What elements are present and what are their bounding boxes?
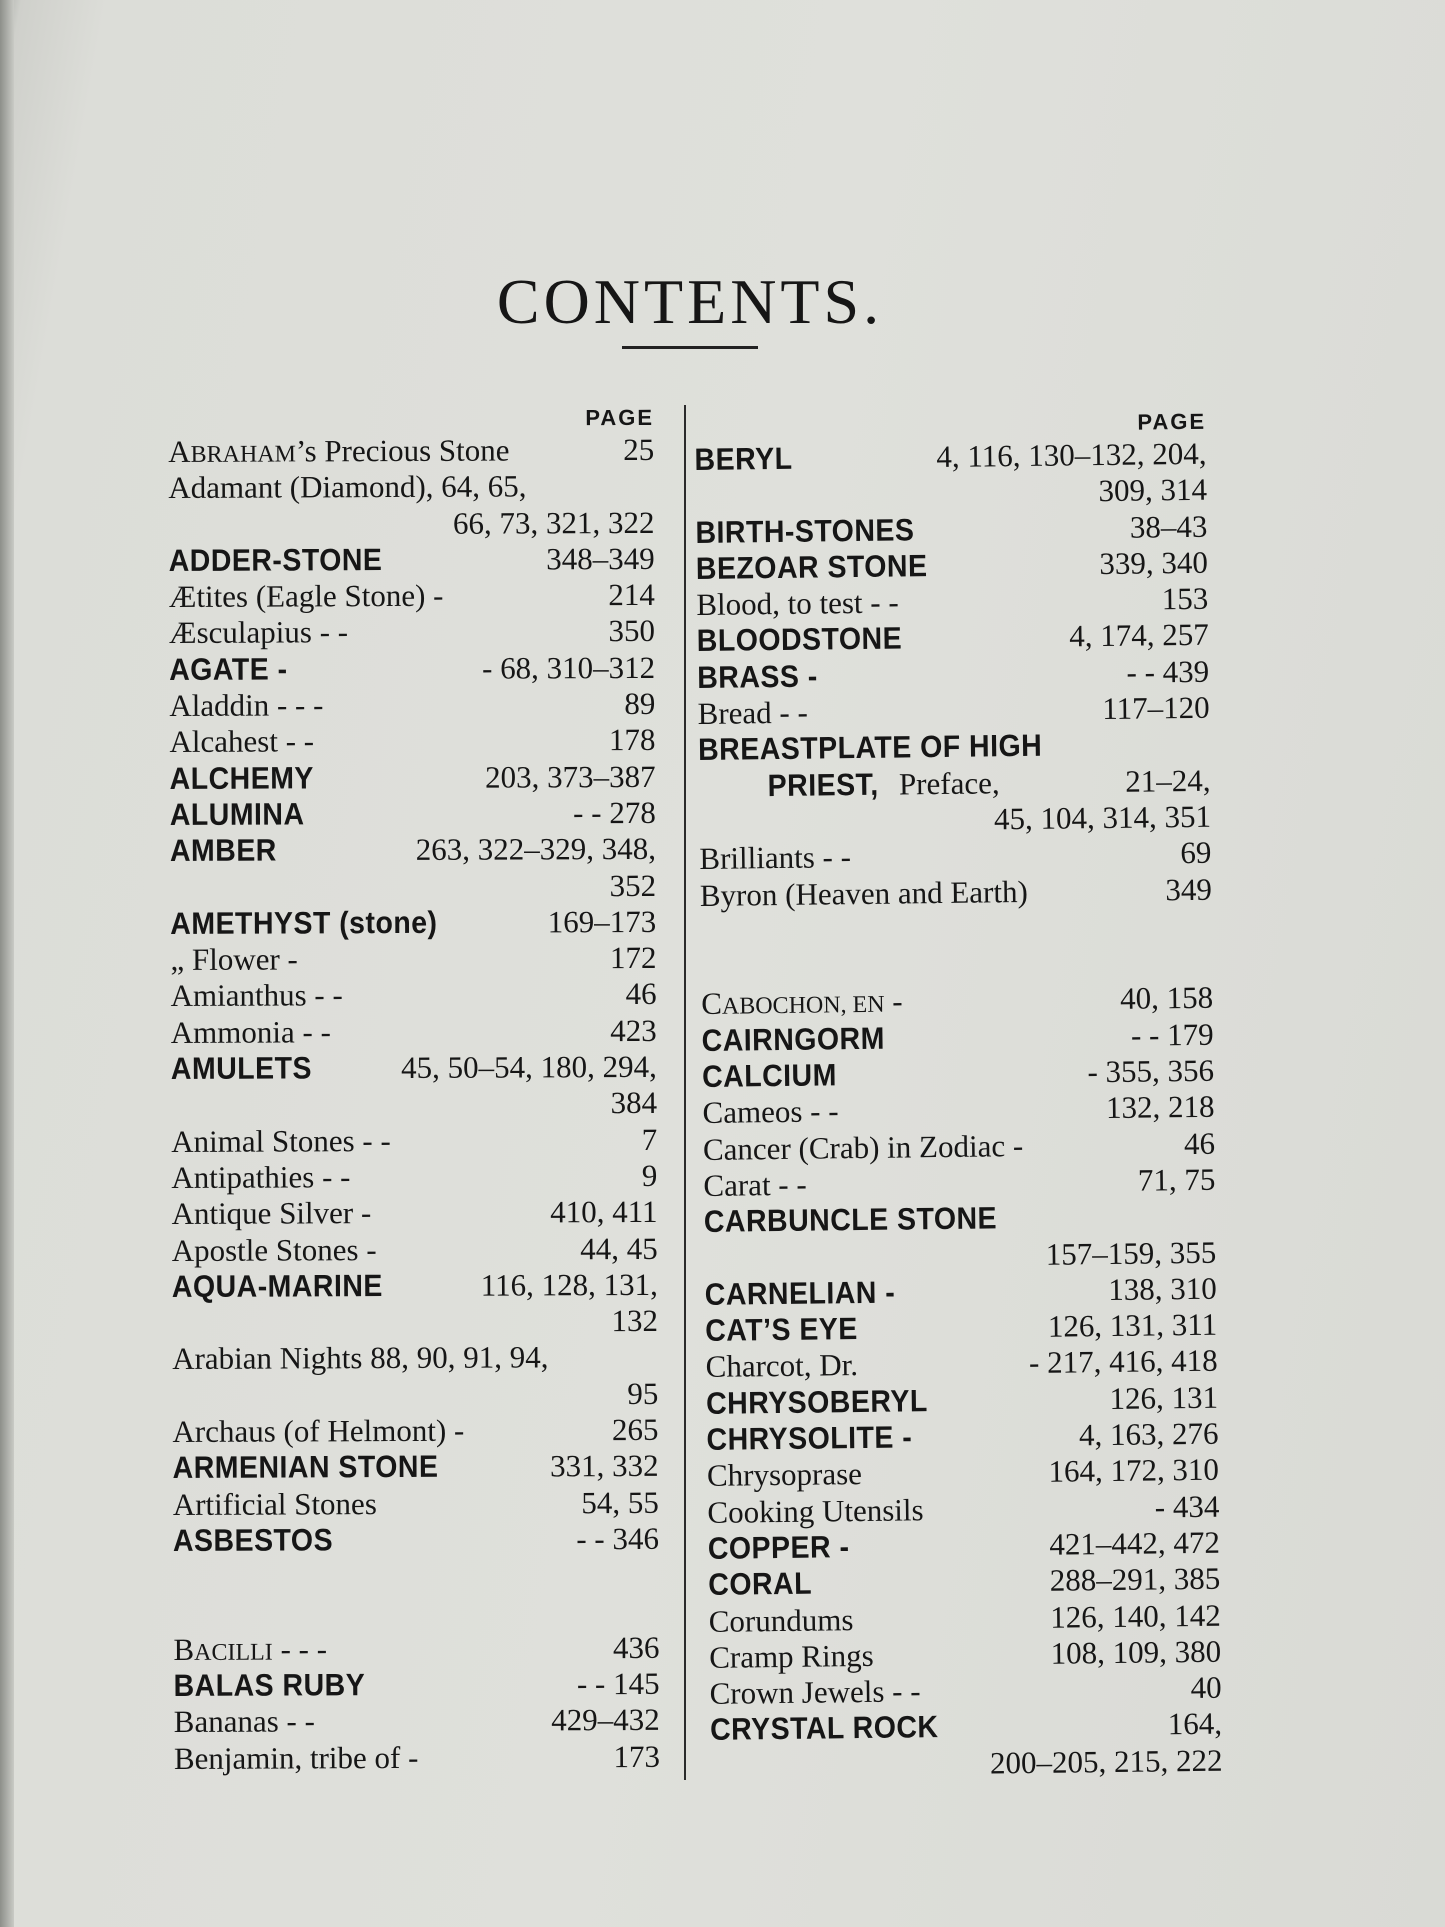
entry-pages: 46 bbox=[625, 976, 657, 1012]
entry-term bbox=[701, 984, 903, 1026]
entry-term bbox=[170, 833, 286, 870]
index-entry bbox=[169, 577, 655, 615]
index-entry bbox=[707, 1488, 1219, 1531]
entry-heading: BIRTH-STONES bbox=[695, 511, 915, 550]
entry-term bbox=[697, 621, 921, 660]
index-entry bbox=[705, 1307, 1217, 1350]
index-entry bbox=[172, 1412, 658, 1450]
entry-pages: 9 bbox=[641, 1157, 658, 1193]
index-entry bbox=[710, 1706, 1222, 1749]
entry-pages: - 217, 416, 418 bbox=[1028, 1343, 1218, 1381]
entry-pages: 309, 314 bbox=[1098, 472, 1208, 509]
entry-pages: 126, 131 bbox=[1109, 1379, 1219, 1416]
entry-term bbox=[703, 1167, 807, 1205]
index-entry bbox=[171, 1194, 657, 1232]
entry-term bbox=[172, 1340, 548, 1378]
right-column bbox=[694, 408, 1223, 1785]
entry-heading: „ Flower - bbox=[170, 941, 298, 978]
entry-pages: 46 bbox=[1183, 1125, 1216, 1161]
entry-pages: 45, 104, 314, 351 bbox=[993, 798, 1212, 837]
index-entry bbox=[698, 726, 1210, 769]
entry-term bbox=[170, 905, 461, 943]
entry-heading: Charcot, Dr. bbox=[705, 1347, 859, 1385]
index-entry bbox=[172, 1339, 658, 1377]
index-entry bbox=[173, 1448, 659, 1486]
entry-heading: Chrysoprase bbox=[706, 1456, 863, 1494]
entry-heading: CORAL bbox=[708, 1565, 813, 1603]
entry-term bbox=[171, 1050, 324, 1087]
entry-term bbox=[168, 469, 526, 507]
index-entry bbox=[695, 472, 1207, 515]
entry-pages: 164, 172, 310 bbox=[1048, 1451, 1220, 1490]
entry-term bbox=[170, 796, 317, 833]
entry-pages: 203, 373–387 bbox=[485, 758, 656, 795]
entry-pages: - - 145 bbox=[576, 1665, 660, 1702]
index-entry bbox=[709, 1670, 1221, 1713]
entry-heading: ADDER-STONE bbox=[168, 541, 383, 578]
entry-term bbox=[709, 1602, 854, 1640]
entry-term bbox=[173, 1486, 377, 1523]
entry-pages: 331, 332 bbox=[550, 1448, 659, 1484]
index-entry bbox=[709, 1633, 1221, 1676]
entry-pages: - - 179 bbox=[1130, 1016, 1214, 1053]
entry-pages: 138, 310 bbox=[1108, 1270, 1217, 1307]
entry-pages: 54, 55 bbox=[581, 1484, 659, 1520]
entry-pages: 66, 73, 321, 322 bbox=[452, 504, 655, 541]
entry-term bbox=[171, 1014, 331, 1051]
entry-heading: Bananas - - bbox=[173, 1703, 315, 1740]
index-entry bbox=[699, 835, 1211, 878]
entry-term bbox=[174, 1740, 419, 1777]
entry-term bbox=[169, 578, 444, 615]
entry-pages: 157–159, 355 bbox=[1045, 1234, 1217, 1272]
entry-term bbox=[708, 1566, 821, 1604]
entry-pages: 169–173 bbox=[547, 903, 657, 940]
index-entry bbox=[171, 1085, 657, 1123]
entry-pages: 71, 75 bbox=[1137, 1161, 1216, 1198]
entry-pages: 126, 140, 142 bbox=[1050, 1597, 1221, 1635]
entry-term bbox=[174, 1704, 315, 1741]
index-entry bbox=[172, 1376, 658, 1414]
index-entry bbox=[170, 795, 656, 833]
entry-term bbox=[707, 1492, 924, 1531]
entry-pages: 263, 322–329, 348, bbox=[415, 831, 657, 868]
index-entry bbox=[171, 1049, 657, 1087]
index-entry bbox=[170, 940, 656, 978]
index-entry bbox=[170, 976, 656, 1014]
entry-heading: AMBER bbox=[169, 832, 277, 869]
entry-term bbox=[169, 687, 323, 724]
entry-pages: 178 bbox=[608, 722, 656, 758]
index-entry bbox=[701, 1016, 1213, 1059]
entry-initial: C bbox=[700, 986, 723, 1022]
index-entry bbox=[168, 432, 654, 470]
entry-heading: Blood, to test - - bbox=[696, 584, 899, 623]
entry-heading: Apostle Stones - bbox=[171, 1231, 377, 1268]
entry-term bbox=[173, 1631, 327, 1671]
entry-heading: Antique Silver - bbox=[171, 1195, 372, 1232]
page-title: CONTENTS. bbox=[496, 265, 884, 337]
entry-pages: 421–442, 472 bbox=[1049, 1524, 1221, 1562]
entry-small-caps: ABOCHON, EN bbox=[721, 992, 885, 1021]
index-entry bbox=[174, 1666, 660, 1704]
entry-heading: BRASS - bbox=[697, 658, 818, 695]
entry-pages: 38–43 bbox=[1129, 508, 1208, 545]
entry-heading: Alcahest - - bbox=[169, 723, 315, 760]
entry-pages: 339, 340 bbox=[1099, 544, 1209, 581]
index-entry bbox=[704, 1198, 1216, 1241]
entry-heading: CRYSTAL ROCK bbox=[709, 1709, 939, 1748]
entry-heading: ARMENIAN STONE bbox=[172, 1449, 439, 1486]
index-entry bbox=[168, 468, 654, 506]
entry-pages: 25 bbox=[623, 431, 655, 468]
entry-pages: 95 bbox=[627, 1375, 659, 1411]
entry-term bbox=[700, 874, 1028, 914]
index-entry bbox=[174, 1702, 660, 1740]
index-entry bbox=[173, 1521, 659, 1559]
index-entry bbox=[707, 1452, 1219, 1495]
index-entry bbox=[169, 650, 655, 688]
entry-heading: BLOODSTONE bbox=[696, 620, 903, 659]
entry-pages: - 355, 356 bbox=[1087, 1052, 1215, 1090]
page-label: PAGE bbox=[1137, 408, 1207, 435]
entry-heading: CAT’S EYE bbox=[704, 1311, 858, 1349]
column-divider bbox=[684, 405, 686, 1780]
entry-heading: Adamant (Diamond), 64, 65, bbox=[168, 468, 527, 506]
section-gap bbox=[173, 1557, 659, 1632]
index-entry bbox=[697, 690, 1209, 733]
entry-heading: BERYL bbox=[694, 440, 793, 477]
entry-term bbox=[708, 1529, 862, 1567]
entry-tail: ’s Precious Stone bbox=[295, 432, 510, 469]
entry-term bbox=[709, 1673, 920, 1712]
entry-heading: Amianthus - - bbox=[170, 977, 343, 1014]
entry-pages: - 68, 310–312 bbox=[481, 649, 656, 686]
entry-pages: 349 bbox=[1165, 871, 1213, 907]
index-entry bbox=[695, 508, 1207, 551]
entry-term bbox=[171, 1159, 350, 1196]
index-entry bbox=[173, 1484, 659, 1522]
entry-term bbox=[703, 1128, 1024, 1168]
index-entry bbox=[697, 617, 1209, 660]
entry-term bbox=[702, 1094, 838, 1132]
entry-pages: 265 bbox=[611, 1411, 659, 1448]
index-entry bbox=[709, 1597, 1221, 1640]
entry-heading: Cramp Rings bbox=[708, 1637, 874, 1675]
entry-term bbox=[173, 1522, 347, 1559]
entry-pages: 288–291, 385 bbox=[1049, 1560, 1221, 1598]
entry-heading: Brilliants - - bbox=[699, 839, 852, 877]
entry-heading: AMULETS bbox=[170, 1050, 313, 1087]
entry-term bbox=[169, 615, 348, 652]
entry-heading: Byron (Heaven and Earth) bbox=[699, 873, 1029, 913]
entry-heading: Crown Jewels - - bbox=[709, 1673, 921, 1711]
index-entry bbox=[708, 1561, 1220, 1604]
entry-pages: 21–24, bbox=[1125, 762, 1211, 799]
entry-heading: CAIRNGORM bbox=[701, 1020, 886, 1058]
index-entry bbox=[170, 867, 656, 905]
entry-pages: 4, 116, 130–132, 204, bbox=[936, 435, 1207, 475]
entry-pages: 44, 45 bbox=[580, 1230, 658, 1266]
entry-heading: Aladdin - - - bbox=[169, 687, 324, 724]
entry-pages: 350 bbox=[608, 613, 656, 649]
index-entry bbox=[705, 1343, 1217, 1386]
entry-heading: PRIEST, bbox=[767, 766, 879, 803]
entry-heading: BEZOAR STONE bbox=[695, 548, 928, 586]
entry-term bbox=[707, 1456, 862, 1494]
index-entry bbox=[171, 1158, 657, 1196]
index-entry bbox=[698, 762, 1210, 805]
entry-pages: - - 278 bbox=[573, 794, 656, 831]
entry-term bbox=[706, 1419, 930, 1458]
entry-heading: Benjamin, tribe of - bbox=[173, 1739, 419, 1776]
page-label: PAGE bbox=[585, 404, 655, 431]
entry-pages: 45, 50–54, 180, 294, bbox=[401, 1048, 657, 1086]
entry-pages: 7 bbox=[641, 1121, 658, 1157]
entry-pages: - - 346 bbox=[576, 1520, 660, 1557]
entry-heading: AGATE - bbox=[169, 651, 288, 687]
entry-term bbox=[696, 548, 948, 587]
index-entry bbox=[697, 654, 1209, 697]
entry-term bbox=[695, 512, 933, 551]
entry-heading: Animal Stones - - bbox=[171, 1122, 391, 1159]
entry-pages: 4, 174, 257 bbox=[1069, 617, 1209, 654]
entry-term bbox=[705, 1347, 858, 1385]
index-entry bbox=[701, 980, 1213, 1023]
index-entry bbox=[706, 1416, 1218, 1459]
index-entry bbox=[703, 1125, 1215, 1168]
index-entry bbox=[169, 722, 655, 760]
index-entry bbox=[706, 1379, 1218, 1422]
entry-pages: 410, 411 bbox=[550, 1194, 658, 1230]
entry-heading: AMETHYST (stone) bbox=[170, 904, 438, 941]
entry-term bbox=[172, 1413, 464, 1451]
entry-heading: CALCIUM bbox=[701, 1057, 838, 1094]
entry-term bbox=[169, 724, 314, 761]
entry-pages: 214 bbox=[608, 577, 655, 613]
entry-pages: 108, 109, 380 bbox=[1050, 1633, 1222, 1671]
entry-heading: CARBUNCLE STONE bbox=[703, 1200, 998, 1240]
entry-pages: 384 bbox=[610, 1085, 658, 1121]
index-entry bbox=[170, 759, 656, 797]
entry-term bbox=[174, 1667, 382, 1704]
entry-pages: 69 bbox=[1180, 834, 1212, 871]
index-entry bbox=[172, 1230, 658, 1268]
entry-term bbox=[698, 765, 1000, 805]
entry-term bbox=[168, 433, 509, 474]
entry-heading: Cameos - - bbox=[702, 1093, 839, 1131]
entry-pages: 132 bbox=[611, 1302, 659, 1339]
entry-pages: 40, 158 bbox=[1119, 980, 1214, 1017]
entry-heading: CARNELIAN - bbox=[704, 1274, 896, 1312]
title-rule bbox=[622, 346, 758, 349]
entry-term bbox=[698, 728, 1072, 769]
entry-tail: - bbox=[884, 983, 903, 1020]
index-entry bbox=[169, 686, 655, 724]
entry-small-caps: BRAHAM bbox=[190, 441, 297, 468]
entry-pages: 116, 128, 131, bbox=[480, 1266, 658, 1303]
entry-term bbox=[171, 1195, 371, 1232]
index-entry bbox=[169, 541, 655, 579]
entry-term bbox=[170, 942, 298, 979]
entry-heading: Carat - - bbox=[703, 1166, 807, 1203]
entry-pages: 200–205, 215, 222 bbox=[989, 1742, 1223, 1781]
entry-heading: ALCHEMY bbox=[169, 760, 314, 796]
entry-term bbox=[170, 978, 342, 1015]
entry-initial: B bbox=[173, 1631, 195, 1667]
entry-term bbox=[704, 1200, 1023, 1240]
entry-term bbox=[705, 1274, 912, 1313]
entry-pages: 153 bbox=[1161, 580, 1209, 617]
index-entry bbox=[704, 1234, 1216, 1277]
entry-heading: CHRYSOLITE - bbox=[706, 1419, 913, 1457]
entry-term bbox=[706, 1383, 947, 1422]
index-entry bbox=[702, 1089, 1214, 1132]
entry-term bbox=[709, 1638, 874, 1676]
entry-term bbox=[169, 542, 401, 579]
index-entry bbox=[171, 1122, 657, 1160]
entry-pages: 40 bbox=[1190, 1669, 1222, 1706]
index-entry bbox=[172, 1267, 658, 1305]
index-entry bbox=[170, 904, 656, 942]
entry-heading: CHRYSOBERYL bbox=[705, 1382, 928, 1421]
entry-term bbox=[172, 1232, 377, 1269]
entry-pages: 423 bbox=[610, 1012, 657, 1048]
entry-heading: Cooking Utensils bbox=[707, 1491, 924, 1530]
entry-tail: Preface, bbox=[890, 764, 1000, 802]
entry-term bbox=[694, 441, 801, 479]
index-entry bbox=[702, 1053, 1214, 1096]
entry-pages: 436 bbox=[612, 1629, 660, 1665]
index-entry bbox=[694, 436, 1206, 479]
entry-term bbox=[699, 839, 851, 877]
entry-pages: 164, bbox=[1167, 1706, 1223, 1742]
entry-pages: - 434 bbox=[1154, 1488, 1220, 1525]
index-entry bbox=[174, 1739, 660, 1777]
index-entry bbox=[171, 1013, 657, 1051]
index-entry bbox=[708, 1525, 1220, 1568]
index-entry bbox=[710, 1742, 1222, 1785]
entry-term bbox=[705, 1311, 871, 1349]
entry-heading: Archaus (of Helmont) - bbox=[172, 1412, 465, 1450]
entry-heading: BREASTPLATE OF HIGH bbox=[697, 728, 1043, 768]
section-gap bbox=[700, 908, 1213, 987]
entry-heading: Ammonia - - bbox=[170, 1014, 331, 1050]
entry-heading: BALAS RUBY bbox=[173, 1667, 366, 1704]
entry-small-caps: ACILLI bbox=[194, 1639, 273, 1666]
entry-pages: 132, 218 bbox=[1105, 1089, 1215, 1126]
index-entry bbox=[696, 545, 1208, 588]
entry-term bbox=[171, 1123, 391, 1160]
entry-term bbox=[701, 1020, 901, 1059]
entry-heading: Arabian Nights 88, 90, 91, 94, bbox=[172, 1339, 549, 1377]
index-entry bbox=[696, 581, 1208, 624]
entry-term bbox=[169, 651, 298, 688]
entry-pages: 4, 163, 276 bbox=[1078, 1415, 1219, 1453]
entry-heading: AQUA-MARINE bbox=[171, 1267, 383, 1304]
entry-heading: ASBESTOS bbox=[172, 1522, 334, 1558]
index-entry bbox=[700, 871, 1212, 914]
entry-term bbox=[696, 585, 899, 624]
entry-pages: - - 439 bbox=[1126, 653, 1210, 690]
entry-pages: 126, 131, 311 bbox=[1047, 1306, 1218, 1344]
entry-pages: 429–432 bbox=[551, 1702, 660, 1738]
entry-pages: 348–349 bbox=[546, 540, 655, 577]
index-entry bbox=[703, 1162, 1215, 1205]
entry-pages: 172 bbox=[609, 940, 657, 976]
entry-term bbox=[702, 1057, 849, 1095]
entry-heading: Æsculapius - - bbox=[168, 614, 349, 651]
entry-pages: 89 bbox=[624, 685, 656, 722]
entry-heading: ALUMINA bbox=[169, 796, 305, 832]
index-entry bbox=[172, 1303, 658, 1341]
entry-pages: 173 bbox=[613, 1738, 660, 1774]
entry-term bbox=[697, 658, 828, 696]
entry-heading: Antipathies - - bbox=[171, 1159, 351, 1195]
entry-term bbox=[172, 1268, 402, 1305]
entry-heading: Bread - - bbox=[697, 694, 809, 732]
entry-heading: Corundums bbox=[708, 1601, 854, 1639]
entry-term bbox=[173, 1449, 462, 1487]
entry-pages: 352 bbox=[609, 867, 657, 903]
entry-term bbox=[170, 760, 327, 797]
entry-heading: Artificial Stones bbox=[172, 1485, 377, 1522]
index-entry bbox=[169, 613, 655, 651]
index-entry bbox=[699, 799, 1211, 842]
index-entry bbox=[705, 1271, 1217, 1314]
index-entry bbox=[173, 1630, 659, 1668]
entry-heading: Cancer (Crab) in Zodiac - bbox=[702, 1127, 1024, 1167]
entry-heading: Ætites (Eagle Stone) - bbox=[168, 577, 444, 615]
left-column bbox=[168, 404, 660, 1777]
index-entry bbox=[170, 831, 656, 869]
entry-term bbox=[697, 695, 808, 733]
entry-initial: A bbox=[168, 433, 191, 469]
index-entry bbox=[168, 504, 654, 542]
entry-term bbox=[710, 1709, 959, 1748]
entry-pages: 117–120 bbox=[1102, 689, 1210, 727]
entry-tail: - - - bbox=[272, 1631, 328, 1667]
entry-heading: COPPER - bbox=[707, 1529, 850, 1566]
